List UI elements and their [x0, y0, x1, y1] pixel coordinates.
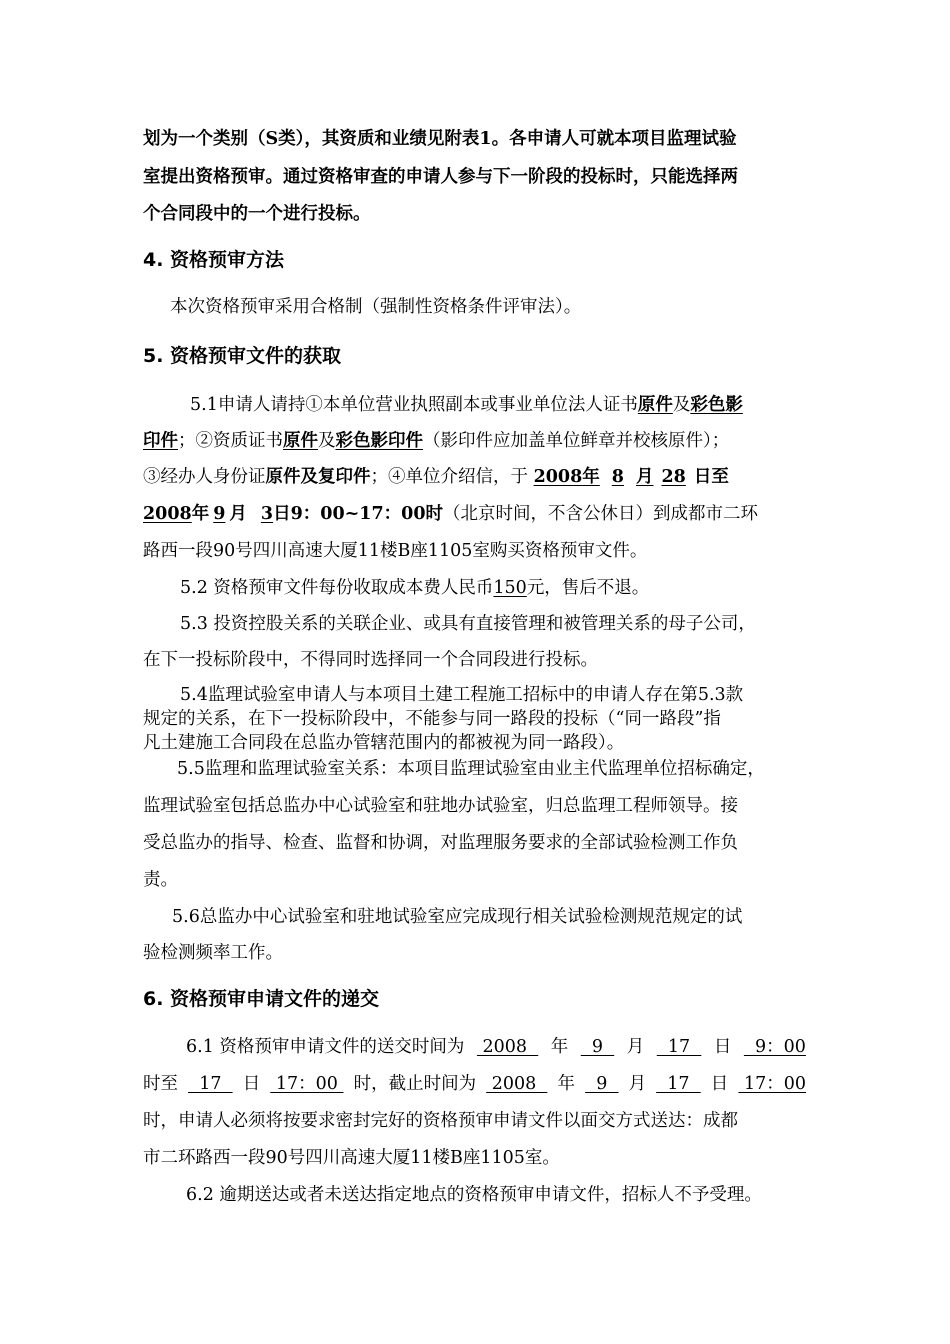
text: 时至: [143, 1074, 178, 1094]
section-5-heading: 5. 资格预审文件的获取: [143, 345, 342, 367]
emphasis: 原件: [283, 431, 318, 451]
para-5-6-line-2: 验检测频率工作。: [143, 943, 283, 963]
intro-line-1: 划为一个类别（S类），其资质和业绩见附表1。各申请人可就本项目监理试验: [143, 129, 737, 149]
emphasis: 印件: [143, 431, 178, 451]
emphasis: 彩色影印件: [335, 431, 423, 451]
para-5-3-line-1: 5.3 投资控股关系的关联企业、或具有直接管理和被管理关系的母子公司，: [180, 614, 756, 634]
para-5-1-line-5: 路西一段90号四川高速大厦11楼B座1105室购买资格预审文件。: [143, 541, 648, 561]
para-5-6-line-1: 5.6总监办中心试验室和驻地试验室应完成现行相关试验检测规范规定的试: [172, 907, 743, 927]
para-5-3-line-2: 在下一投标阶段中，不得同时选择同一个合同段进行投标。: [143, 650, 598, 670]
para-5-1-line-2: [143, 428, 823, 454]
date-unit: 月: [628, 1074, 647, 1094]
date-day: 17: [656, 1074, 701, 1094]
time-range: 日9：00~17：00时: [273, 504, 443, 524]
text: 5.2 资格预审文件每份收取成本费人民币: [180, 578, 494, 598]
date-year: 2008: [533, 467, 583, 487]
date-unit: 年: [557, 1074, 575, 1094]
text: 及: [318, 431, 336, 451]
emphasis: 原件: [637, 395, 673, 415]
emphasis: 原件及复印件: [265, 467, 371, 487]
date-month: 9: [213, 504, 226, 524]
para-5-4-line-1: 5.4监理试验室申请人与本项目土建工程施工招标中的申请人存在第5.3款: [180, 685, 744, 705]
para-5-4-line-2: 规定的关系，在下一投标阶段中，不能参与同一路段的投标（“同一路段”指: [143, 709, 721, 729]
section-6-heading: 6. 资格预审申请文件的递交: [143, 988, 380, 1010]
intro-line-3: 个合同段中的一个进行投标。: [143, 204, 371, 224]
date-day: 17: [656, 1037, 702, 1057]
time: 9：00: [743, 1037, 806, 1057]
para-5-1-line-4: [143, 501, 823, 527]
section-4-text: 本次资格预审采用合格制（强制性资格条件评审法）。: [170, 297, 582, 317]
para-5-5-line-2: 监理试验室包括总监办中心试验室和驻地办试验室，归总监理工程师领导。接: [143, 796, 738, 816]
para-6-1-line-1: [186, 1034, 806, 1060]
date-month: 8: [611, 467, 624, 487]
para-6-1-line-2: [143, 1071, 806, 1097]
para-5-1-line-3: [143, 464, 823, 490]
time: 17：00: [738, 1074, 806, 1094]
date-unit: 日至: [693, 467, 729, 487]
date-day: 28: [661, 467, 686, 487]
para-5-5-line-3: 受总监办的指导、检查、监督和协调，对监理服务要求的全部试验检测工作负: [143, 833, 738, 853]
text: ③经办人身份证: [143, 467, 266, 487]
para-5-5-line-4: 责。: [143, 870, 178, 890]
text: （影印件应加盖单位鲜章并校核原件）；: [423, 431, 730, 451]
text: 6.1 资格预审申请文件的送交时间为: [186, 1037, 465, 1057]
text: （北京时间，不含公休日）到成都市二环: [443, 504, 758, 524]
date-year: 2008: [486, 1074, 548, 1094]
date-unit: 年: [582, 467, 600, 487]
date-unit: 日: [713, 1037, 732, 1057]
date-month: 9: [580, 1037, 615, 1057]
date-month: 9: [585, 1074, 619, 1094]
text: 及: [672, 395, 691, 415]
date-unit: 年: [550, 1037, 569, 1057]
section-4-heading: 4. 资格预审方法: [143, 249, 285, 271]
para-5-4-line-3: 凡土建施工合同段在总监办管辖范围内的都被视为同一路段）。: [143, 733, 625, 753]
para-6-1-line-4: 市二环路西一段90号四川高速大厦11楼B座1105室。: [143, 1148, 560, 1168]
para-6-2: 6.2 逾期送达或者未送达指定地点的资格预审申请文件，招标人不予受理。: [186, 1185, 762, 1205]
para-5-2: [180, 575, 860, 601]
date-unit: 月: [229, 504, 247, 524]
text: 元，售后不退。: [526, 578, 650, 598]
date-day: 3: [260, 504, 274, 524]
text: ；②资质证书: [178, 431, 283, 451]
time: 17：00: [270, 1074, 344, 1094]
date-unit: 日: [242, 1074, 261, 1094]
date-unit: 年: [191, 504, 210, 524]
intro-line-2: 室提出资格预审。通过资格审查的申请人参与下一阶段的投标时，只能选择两: [143, 167, 738, 187]
para-6-1-line-3: 时，申请人必须将按要求密封完好的资格预审申请文件以面交方式送达：成都: [143, 1111, 738, 1131]
date-unit: 日: [710, 1074, 729, 1094]
text: 5.1申请人请持①本单位营业执照副本或事业单位法人证书: [190, 395, 638, 415]
text: 时，截止时间为: [353, 1074, 477, 1094]
para-5-1-line-1: [190, 392, 807, 418]
date-unit: 月: [626, 1037, 645, 1057]
date-day: 17: [188, 1074, 233, 1094]
text: ；④单位介绍信，于: [370, 467, 528, 487]
date-year: 2008: [143, 504, 192, 524]
para-5-5-line-1: 5.5监理和监理试验室关系：本项目监理试验室由业主代监理单位招标确定，: [177, 759, 765, 779]
date-unit: 月: [635, 467, 654, 487]
emphasis: 彩色影: [690, 395, 743, 415]
fee-amount: 150: [493, 578, 527, 598]
date-year: 2008: [476, 1037, 539, 1057]
